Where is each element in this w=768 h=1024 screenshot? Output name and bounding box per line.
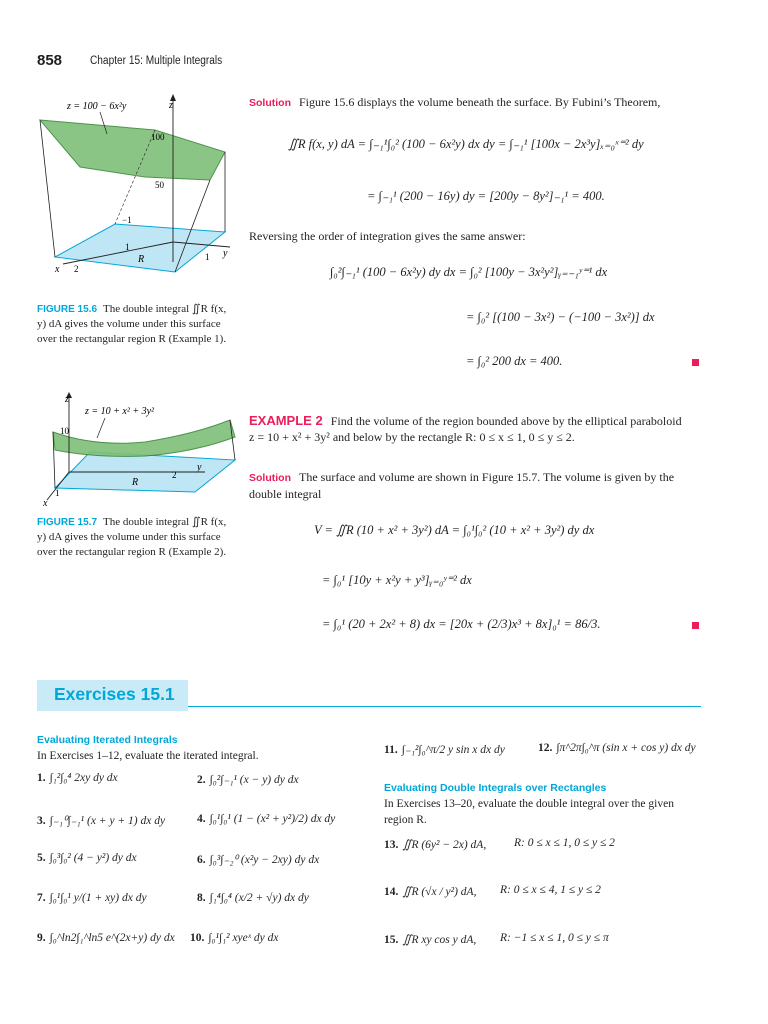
fig7-tick-10: 10 bbox=[60, 426, 69, 436]
solution-label: Solution bbox=[249, 97, 291, 109]
figure-15-7-caption bbox=[37, 515, 237, 560]
example-statement-2: z = 10 + x² + 3y² and below by the rectangle R: 0 ≤ x ≤ 1, 0 ≤ y ≤ 2. bbox=[249, 430, 575, 444]
fig6-surface-label: z = 100 − 6x²y bbox=[67, 101, 127, 112]
caption-text: The double integral ∬R f(x, y) dA gives the volume under this surface over the rectangular region R (Example 2). bbox=[37, 516, 227, 558]
exercise-13-region: R: 0 ≤ x ≤ 1, 0 ≤ y ≤ 2 bbox=[514, 837, 615, 849]
exercise-6: 6. ∫₀³∫₋₂⁰ (x²y − 2xy) dy dx bbox=[197, 854, 320, 866]
exercise-12: 12. ∫π^2π∫₀^π (sin x + cos y) dx dy bbox=[538, 742, 696, 754]
exercise-14-region: R: 0 ≤ x ≤ 4, 1 ≤ y ≤ 2 bbox=[500, 884, 601, 896]
example2-statement bbox=[249, 413, 709, 445]
exercise-15-region: R: −1 ≤ x ≤ 1, 0 ≤ y ≤ π bbox=[500, 932, 609, 944]
subheading-rectangles: Evaluating Double Integrals over Rectangles bbox=[384, 782, 607, 794]
fig6-axis-z: z bbox=[169, 100, 173, 111]
fig6-region-r: R bbox=[138, 254, 145, 265]
fig6-tick-100: 100 bbox=[151, 132, 165, 142]
fig7-axis-y: y bbox=[197, 462, 202, 473]
exercise-8: 8. ∫₁⁴∫₀⁴ (x/2 + √y) dx dy bbox=[197, 892, 309, 904]
fig6-tick-y1: 1 bbox=[205, 252, 210, 262]
chapter-title: Chapter 15: Multiple Integrals bbox=[90, 55, 223, 67]
subheading-iterated: Evaluating Iterated Integrals bbox=[37, 734, 178, 746]
exercise-7: 7. ∫₀¹∫₀¹ y/(1 + xy) dx dy bbox=[37, 892, 147, 904]
equation-3: ∫₀²∫₋₁¹ (100 − 6x²y) dy dx = ∫₀² [100y − 3x²y²]ᵧ₌₋₁ʸ⁼¹ dx bbox=[330, 265, 608, 279]
example-label: EXAMPLE 2 bbox=[249, 413, 323, 428]
equation-7: = ∫₀¹ [10y + x²y + y³]ᵧ₌₀ʸ⁼² dx bbox=[322, 573, 472, 587]
exercise-13: 13. ∬R (6y² − 2x) dA, bbox=[384, 839, 487, 851]
reverse-order-text: Reversing the order of integration gives the same answer: bbox=[249, 229, 526, 243]
page-number: 858 bbox=[37, 52, 63, 69]
caption-text: The double integral ∬R f(x, y) dA gives the volume under this surface over the rectangular region R (Example 1). bbox=[37, 303, 227, 345]
solution-label: Solution bbox=[249, 472, 291, 484]
fig7-tick-2: 2 bbox=[172, 470, 177, 480]
exercise-10: 10. ∫₀¹∫₁² xyeˣ dy dx bbox=[190, 932, 279, 944]
fig6-tick-m1: −1 bbox=[122, 215, 132, 225]
caption-label: FIGURE 15.6 bbox=[37, 304, 98, 315]
exercise-15: 15. ∬R xy cos y dA, bbox=[384, 934, 477, 946]
exercise-1: 1. ∫₁²∫₀⁴ 2xy dy dx bbox=[37, 772, 118, 784]
surface-top bbox=[53, 420, 235, 456]
exercise-2: 2. ∫₀²∫₋₁¹ (x − y) dy dx bbox=[197, 774, 299, 786]
equation-6: V = ∬R (10 + x² + 3y²) dA = ∫₀¹∫₀² (10 + x² + 3y²) dy dx bbox=[314, 523, 595, 537]
figure-15-6-caption bbox=[37, 302, 237, 347]
exercise-14: 14. ∬R (√x / y²) dA, bbox=[384, 886, 477, 898]
exercises-rule bbox=[188, 706, 701, 707]
example2-solution bbox=[249, 469, 704, 502]
fig7-surface-label: z = 10 + x² + 3y² bbox=[85, 406, 155, 417]
solution-text: Figure 15.6 displays the volume beneath the surface. By Fubini’s Theorem, bbox=[299, 95, 661, 109]
instructions-1: In Exercises 1–12, evaluate the iterated integral. bbox=[37, 750, 259, 762]
fig6-tick-x1: 1 bbox=[125, 242, 130, 252]
equation-1: ∬R f(x, y) dA = ∫₋₁¹∫₀² (100 − 6x²y) dx dy = ∫₋₁¹ [100x − 2x³y]ₓ₌₀ˣ⁼² dy bbox=[288, 137, 644, 151]
fig7-axis-x: x bbox=[43, 498, 48, 509]
solution1-intro bbox=[249, 94, 704, 111]
fig7-tick-1: 1 bbox=[55, 488, 60, 498]
fig6-tick-x2: 2 bbox=[74, 264, 79, 274]
exercise-4: 4. ∫₀¹∫₀¹ (1 − (x² + y²)/2) dx dy bbox=[197, 813, 336, 825]
fig6-tick-50: 50 bbox=[155, 180, 164, 190]
exercises-title: Exercises 15.1 bbox=[54, 684, 175, 704]
surface-top bbox=[40, 120, 225, 180]
end-proof-mark bbox=[692, 359, 699, 366]
exercise-9: 9. ∫₀^ln2∫₁^ln5 e^(2x+y) dy dx bbox=[37, 932, 175, 944]
exercise-11: 11. ∫₋₁²∫₀^π/2 y sin x dx dy bbox=[384, 744, 505, 756]
fig6-axis-x: x bbox=[55, 264, 60, 275]
figure-15-6-graphic bbox=[35, 92, 245, 297]
equation-4: = ∫₀² [(100 − 3x²) − (−100 − 3x²)] dx bbox=[466, 310, 655, 324]
equation-2: = ∫₋₁¹ (200 − 16y) dy = [200y − 8y²]₋₁¹ = 400. bbox=[367, 189, 605, 203]
figure-15-7-graphic bbox=[35, 392, 245, 510]
caption-label: FIGURE 15.7 bbox=[37, 517, 98, 528]
instructions-2: In Exercises 13–20, evaluate the double integral over the given region R. bbox=[384, 798, 674, 826]
fig7-region-r: R bbox=[132, 477, 139, 488]
solution-text: The surface and volume are shown in Figure 15.7. The volume is given by the double integral bbox=[249, 470, 675, 501]
fig7-axis-z: z bbox=[65, 394, 69, 405]
exercise-5: 5. ∫₀³∫₀² (4 − y²) dy dx bbox=[37, 852, 137, 864]
equation-5: = ∫₀² 200 dx = 400. bbox=[466, 354, 563, 368]
fig6-axis-y: y bbox=[223, 248, 228, 259]
example-statement-1: Find the volume of the region bounded above by the elliptical paraboloid bbox=[330, 414, 682, 428]
end-proof-mark bbox=[692, 622, 699, 629]
exercise-3: 3. ∫₋₁⁰∫₋₁¹ (x + y + 1) dx dy bbox=[37, 815, 166, 827]
equation-8: = ∫₀¹ (20 + 2x² + 8) dx = [20x + (2/3)x³ + 8x]₀¹ = 86/3. bbox=[322, 617, 601, 631]
